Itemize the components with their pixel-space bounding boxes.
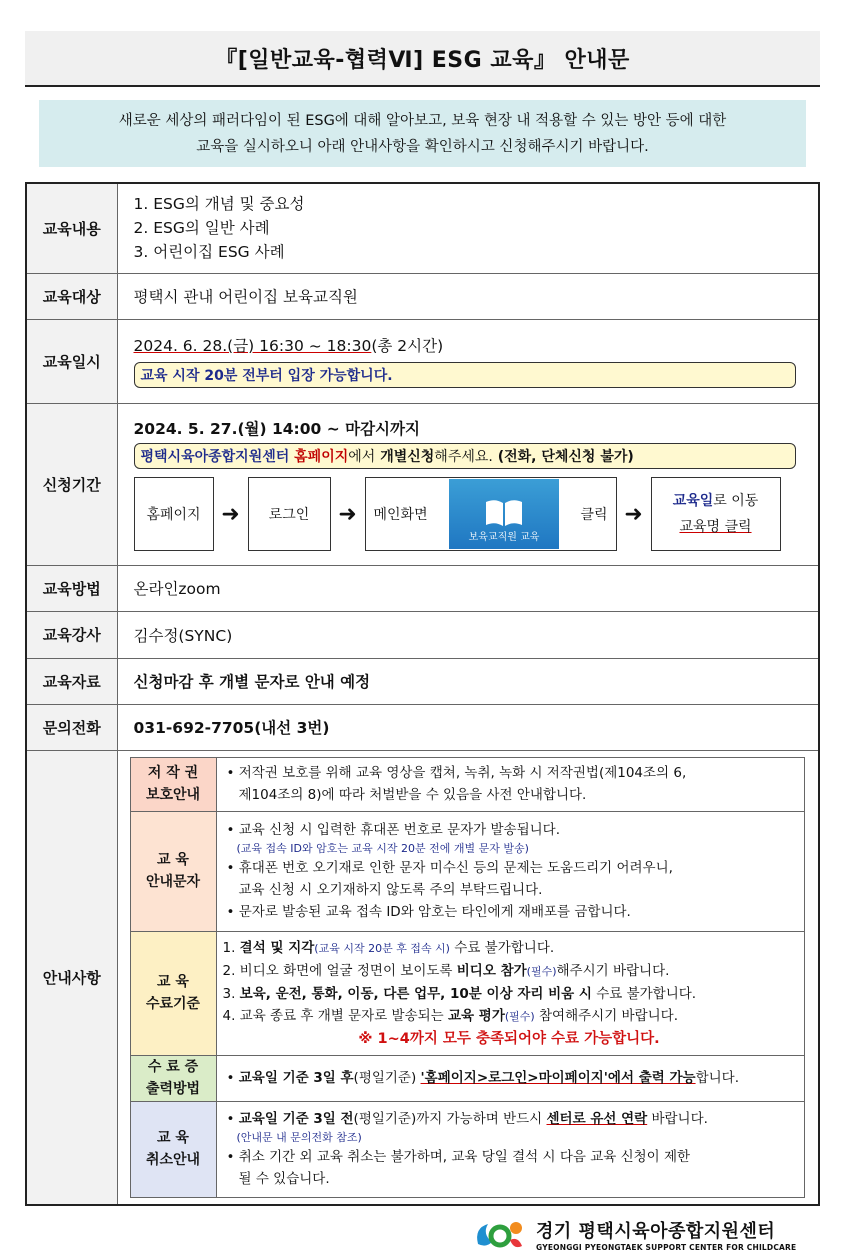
notice-sms — [130, 811, 804, 931]
notice-cancel-text — [216, 1101, 804, 1197]
copyright-label-1: 저 작 권 — [147, 765, 199, 781]
content-list — [117, 183, 819, 273]
flow-main-label: 메인화면 — [373, 507, 428, 523]
center-name: 경기 평택시육아종합지원센터 — [536, 1220, 776, 1242]
notice-completion-text — [216, 931, 804, 1055]
certificate-path: '홈페이지>로그인>마이페이지'에서 출력 가능 — [420, 1070, 696, 1086]
intro-line-2: 교육을 실시하오니 아래 안내사항을 확인하시고 신청해주시기 바랍니다. — [196, 138, 649, 155]
row-datetime — [26, 319, 819, 403]
target-value: 평택시 관내 어린이집 보육교직원 — [117, 273, 819, 319]
notice-copyright-label — [130, 757, 216, 811]
notice-certificate-text: • 교육일 기준 3일 후(평일기준) '홈페이지>로그인>마이페이지'에서 출력 가능합니다. — [216, 1055, 804, 1101]
label-datetime: 교육일시 — [26, 319, 117, 403]
label-apply: 신청기간 — [26, 403, 117, 565]
apply-note-text-a: 에서 — [348, 449, 376, 465]
notice-completion — [130, 931, 804, 1055]
phone-value: 031-692-7705(내선 3번) — [117, 704, 819, 750]
row-instructor — [26, 611, 819, 658]
instructor-value: 김수정(SYNC) — [117, 611, 819, 658]
apply-note-restriction: (전화, 단체신청 불가) — [497, 449, 634, 465]
notice-cell — [117, 750, 819, 1205]
footer-logo — [472, 1212, 796, 1256]
sms-label-1: 교 육 — [157, 852, 189, 868]
datetime-date: 2024. 6. 28.(금) 16:30 ~ 18:30 — [133, 337, 372, 355]
notice-completion-label — [130, 931, 216, 1055]
banner-label: 보육교직원 교육 — [468, 532, 540, 543]
apply-period: 2024. 5. 27.(월) 14:00 ~ 마감시까지 — [133, 420, 420, 438]
row-apply — [26, 403, 819, 565]
notice-cancel-label — [130, 1101, 216, 1197]
datetime-cell — [117, 319, 819, 403]
row-notice — [26, 750, 819, 1205]
apply-note-center: 평택시육아종합지원센터 — [140, 449, 290, 465]
completion-item-4: 4. 교육 종료 후 개별 문자로 발송되는 교육 평가(필수) 참여해주시기 바랍니다. — [222, 1007, 679, 1024]
copyright-text-1: • 저작권 보호를 위해 교육 영상을 캡쳐, 녹취, 녹화 시 저작권법(제104조의 6, — [226, 765, 687, 781]
info-table — [25, 182, 820, 1206]
notice-sms-label — [130, 811, 216, 931]
label-phone: 문의전화 — [26, 704, 117, 750]
notice-table — [130, 757, 805, 1198]
arrow-icon: ➜ — [221, 501, 240, 527]
copyright-label-2: 보호안내 — [145, 787, 201, 803]
entry-note: 교육 시작 20분 전부터 입장 가능합니다. — [134, 362, 796, 388]
completion-item-3: 3. 보육, 운전, 통화, 이동, 다른 업무, 10분 이상 자리 비움 시 수료 불가합니다. — [222, 985, 697, 1002]
arrow-icon: ➜ — [338, 501, 357, 527]
sms-text-3: 교육 신청 시 오기재하지 않도록 주의 부탁드립니다. — [238, 882, 543, 898]
notice-certificate-label — [130, 1055, 216, 1101]
intro-line-1: 새로운 세상의 패러다임이 된 ESG에 대해 알아보고, 보육 현장 내 적용할 수 있는 방안 등에 대한 — [118, 112, 727, 129]
flow-login: 로그인 — [248, 477, 331, 551]
education-banner — [449, 479, 559, 549]
label-instructor: 교육강사 — [26, 611, 117, 658]
completion-warning: ※ 1~4까지 모두 충족되어야 수료 가능합니다. — [358, 1030, 660, 1047]
completion-label-1: 교 육 — [157, 974, 189, 990]
cancel-text-sub: (안내문 내 문의전화 참조) — [236, 1131, 362, 1144]
notice-cancel — [130, 1101, 804, 1197]
notice-copyright — [130, 757, 804, 811]
label-target: 교육대상 — [26, 273, 117, 319]
content-item-1: 1. ESG의 개념 및 중요성 — [133, 195, 305, 214]
flow-edu-day: 교육일 — [672, 493, 714, 509]
apply-note-homepage: 홈페이지 — [294, 449, 349, 465]
cancel-text-3: 될 수 있습니다. — [238, 1171, 330, 1187]
label-method: 교육방법 — [26, 565, 117, 611]
row-content — [26, 183, 819, 273]
materials-value: 신청마감 후 개별 문자로 안내 예정 — [117, 658, 819, 704]
notice-copyright-text — [216, 757, 804, 811]
label-content: 교육내용 — [26, 183, 117, 273]
sms-text-1: • 교육 신청 시 입력한 휴대폰 번호로 문자가 발송됩니다. — [226, 822, 560, 838]
row-target — [26, 273, 819, 319]
content-item-2: 2. ESG의 일반 사례 — [133, 219, 270, 238]
apply-cell — [117, 403, 819, 565]
label-materials: 교육자료 — [26, 658, 117, 704]
content-item-3: 3. 어린이집 ESG 사례 — [133, 243, 285, 262]
flow-edu-move: 로 이동 — [713, 493, 759, 509]
center-name-en: GYEONGGI PYEONGTAEK SUPPORT CENTER FOR CHILDCARE — [536, 1242, 797, 1252]
row-materials — [26, 658, 819, 704]
notice-sms-text — [216, 811, 804, 931]
sms-text-4: • 문자로 발송된 교육 접속 ID와 암호는 타인에게 재배포를 금합니다. — [226, 904, 631, 920]
page-title: 『[일반교육-협력Ⅵ] ESG 교육』 안내문 — [215, 47, 630, 73]
cancel-text-2: • 취소 기간 외 교육 취소는 불가하며, 교육 당일 결석 시 다음 교육 신청이 제한 — [226, 1149, 691, 1165]
cancel-label-2: 취소안내 — [145, 1152, 201, 1168]
apply-note-individual: 개별신청 — [380, 449, 435, 465]
flow-education-day — [651, 477, 781, 551]
completion-item-2: 2. 비디오 화면에 얼굴 정면이 보이도록 비디오 참가(필수)해주시기 바랍니다. — [222, 962, 670, 979]
arrow-icon: ➜ — [624, 501, 643, 527]
certificate-label-2: 출력방법 — [145, 1081, 201, 1097]
book-icon — [484, 498, 524, 528]
sms-text-2: • 휴대폰 번호 오기재로 인한 문자 미수신 등의 문제는 도움드리기 어려우니, — [226, 860, 673, 876]
row-phone — [26, 704, 819, 750]
completion-item-1: 1. 결석 및 지각(교육 시작 20분 후 접속 시) 수료 불가합니다. — [222, 939, 555, 956]
notice-certificate — [130, 1055, 804, 1101]
certificate-label-1: 수 료 증 — [147, 1059, 199, 1075]
apply-note — [134, 443, 796, 469]
intro-box — [39, 100, 806, 167]
flow-edu-name: 교육명 클릭 — [679, 519, 752, 535]
datetime-duration: (총 2시간) — [371, 337, 444, 355]
row-method — [26, 565, 819, 611]
title-bar — [25, 31, 820, 87]
completion-label-2: 수료기준 — [145, 996, 201, 1012]
method-value: 온라인zoom — [117, 565, 819, 611]
flow-main — [365, 477, 617, 551]
flow-homepage: 홈페이지 — [134, 477, 214, 551]
flow-main-click: 클릭 — [580, 507, 608, 523]
center-logo-icon — [472, 1214, 530, 1254]
cancel-text-1: • 교육일 기준 3일 전(평일기준)까지 가능하며 반드시 센터로 유선 연락 바랍니다. — [226, 1111, 708, 1127]
apply-note-text-b: 해주세요. — [434, 449, 493, 465]
label-notice: 안내사항 — [26, 750, 117, 1205]
sms-text-sub: (교육 접속 ID와 암호는 교육 시작 20분 전에 개별 문자 발송) — [236, 842, 529, 855]
logo-text — [536, 1217, 796, 1252]
apply-flow — [134, 477, 819, 551]
copyright-text-2: 제104조의 8)에 따라 처벌받을 수 있음을 사전 안내합니다. — [238, 787, 587, 803]
cancel-label-1: 교 육 — [157, 1130, 189, 1146]
sms-label-2: 안내문자 — [145, 874, 201, 890]
